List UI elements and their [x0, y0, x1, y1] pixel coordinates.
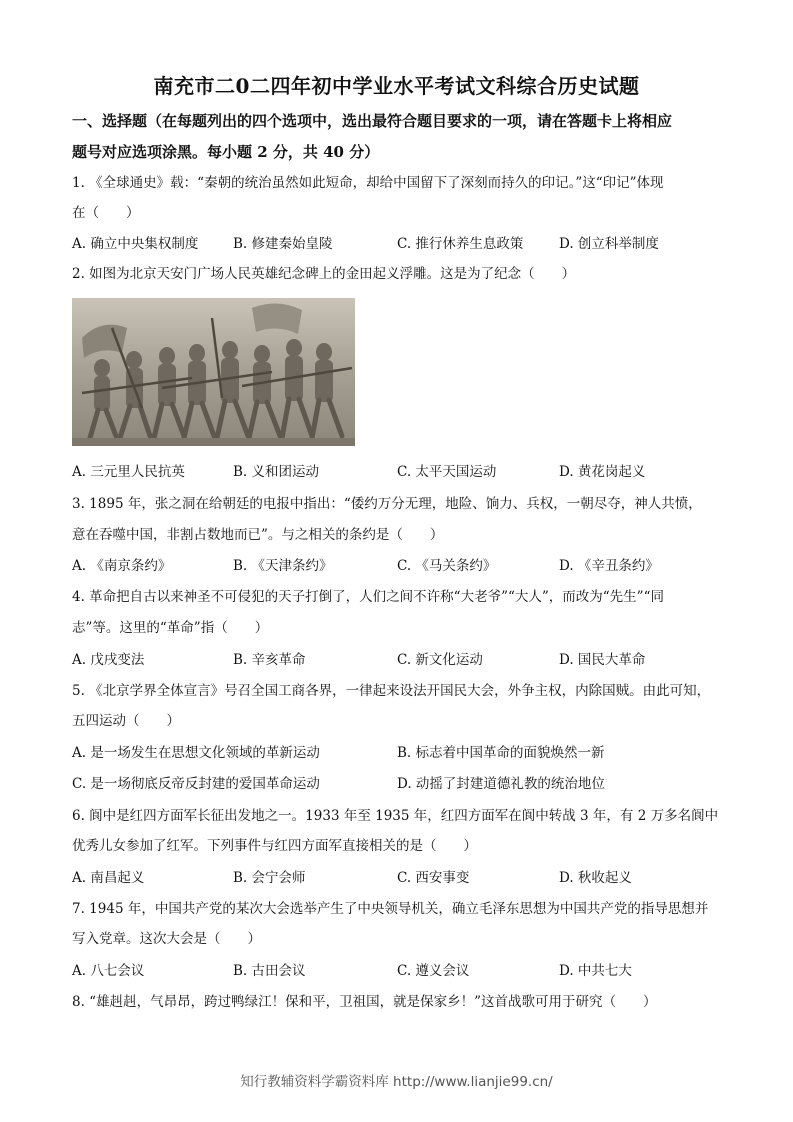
q5-option-c: C. 是一场彻底反帝反封建的爱国革命运动 [72, 776, 320, 792]
q4-option-a: A. 戊戌变法 [72, 652, 145, 668]
jintian-uprising-relief-image [72, 298, 355, 446]
q3-option-c: C. 《马关条约》 [397, 558, 497, 574]
q5-stem-line-1: 5. 《北京学界全体宣言》号召全国工商各界，一律起来设法开国民大会，外争主权，内除国贼。由此可知， [72, 683, 711, 699]
q2-option-a: A. 三元里人民抗英 [72, 464, 185, 480]
q6-stem-line-1: 6. 阆中是红四方面军长征出发地之一。1933 年至 1935 年，红四方面军在阆中转战 3 年，有 2 万多名阆中 [72, 808, 719, 824]
q6-option-d: D. 秋收起义 [559, 870, 632, 886]
q1-option-c: C. 推行休养生息政策 [397, 236, 524, 252]
q8-stem-line-1: 8. “雄赳赳，气昂昂，跨过鸭绿江！保和平，卫祖国，就是保家乡！”这首战歌可用于研究（ ） [72, 994, 657, 1010]
q7-option-c: C. 遵义会议 [397, 963, 470, 979]
q7-stem-line-2: 写入党章。这次大会是（ ） [72, 931, 261, 947]
q6-stem-line-2: 优秀儿女参加了红军。下列事件与红四方面军直接相关的是（ ） [72, 838, 477, 854]
q3-option-d: D. 《辛丑条约》 [559, 558, 659, 574]
q6-option-b: B. 会宁会师 [233, 870, 306, 886]
q2-stem-line-1: 2. 如图为北京天安门广场人民英雄纪念碑上的金田起义浮雕。这是为了纪念（ ） [72, 266, 576, 282]
section-heading [72, 106, 722, 168]
q3-option-b: B. 《天津条约》 [233, 558, 333, 574]
section-heading-line-1: 一、选择题（在每题列出的四个选项中，选出最符合题目要求的一项，请在答题卡上将相应 [72, 112, 673, 130]
q1-option-a: A. 确立中央集权制度 [72, 236, 199, 252]
section-heading-line-2: 题号对应选项涂黑。每小题 2 分，共 40 分） [72, 143, 380, 161]
q7-option-d: D. 中共七大 [559, 963, 632, 979]
q5-option-b: B. 标志着中国革命的面貌焕然一新 [397, 745, 605, 761]
q7-option-b: B. 古田会议 [233, 963, 306, 979]
q4-option-d: D. 国民大革命 [559, 652, 646, 668]
q2-option-d: D. 黄花岗起义 [559, 464, 646, 480]
q1-stem-line-1: 1. 《全球通史》载：“秦朝的统治虽然如此短命，却给中国留下了深刻而持久的印记。”这“印记”体现 [72, 175, 664, 191]
q4-option-b: B. 辛亥革命 [233, 652, 306, 668]
q4-stem-line-1: 4. 革命把自古以来神圣不可侵犯的天子打倒了，人们之间不许称“大老爷”“大人”，而改为“先生”“同 [72, 589, 664, 605]
q1-stem-line-2: 在（ ） [72, 205, 140, 221]
q3-stem-line-2: 意在吞噬中国，非割占数地而已”。与之相关的条约是（ ） [72, 527, 444, 543]
q7-option-a: A. 八七会议 [72, 963, 145, 979]
q1-option-d: D. 创立科举制度 [559, 236, 659, 252]
footer-watermark[interactable]: 知行教辅资料学霸资料库 http://www.lianjie99.cn/ [240, 1074, 553, 1090]
q5-stem-line-2: 五四运动（ ） [72, 713, 180, 729]
q3-option-a: A. 《南京条约》 [72, 558, 172, 574]
q6-option-c: C. 西安事变 [397, 870, 470, 886]
q6-option-a: A. 南昌起义 [72, 870, 145, 886]
q1-option-b: B. 修建秦始皇陵 [233, 236, 333, 252]
q2-option-b: B. 义和团运动 [233, 464, 320, 480]
q5-option-d: D. 动摇了封建道德礼教的统治地位 [397, 776, 605, 792]
q5-option-a: A. 是一场发生在思想文化领域的革新运动 [72, 745, 320, 761]
page-title: 南充市二0二四年初中学业水平考试文科综合历史试题 [153, 74, 640, 98]
q2-option-c: C. 太平天国运动 [397, 464, 497, 480]
q7-stem-line-1: 7. 1945 年，中国共产党的某次大会选举产生了中央领导机关，确立毛泽东思想为中国共产党的指导思想并 [72, 901, 709, 917]
q3-stem-line-1: 3. 1895 年，张之洞在给朝廷的电报中指出：“倭约万分无理，地险、饷力、兵权，一朝尽夺，神人共愤， [72, 496, 702, 512]
q4-stem-line-2: 志”等。这里的“革命”指（ ） [72, 620, 269, 636]
q4-option-c: C. 新文化运动 [397, 652, 483, 668]
